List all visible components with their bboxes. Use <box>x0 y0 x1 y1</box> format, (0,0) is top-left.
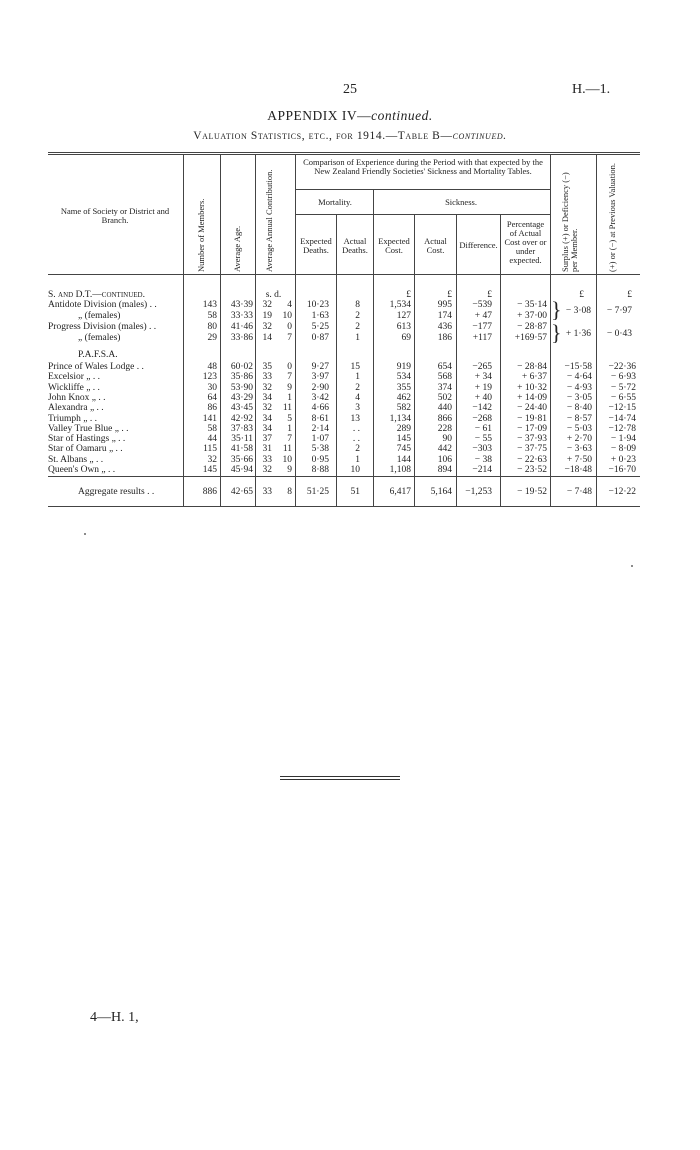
cell-act-deaths: . . <box>352 434 360 445</box>
cell-diff: −303 <box>472 444 492 455</box>
cell-act-deaths: 1 <box>355 333 360 343</box>
cell-d: 0 <box>287 362 292 372</box>
cell-pct: − 37·75 <box>517 444 547 455</box>
cell-exp-deaths: 8·88 <box>311 465 329 475</box>
cell-diff: −265 <box>472 362 492 372</box>
cell-s: 37 <box>262 434 272 445</box>
cell-s: 34 <box>262 423 272 434</box>
bracket-surplus-1: − 3·08 <box>565 306 591 316</box>
cell-d: 7 <box>287 434 292 445</box>
row-label: Antidote Division (males) . . <box>48 300 157 310</box>
cell-s: 32 <box>262 465 272 475</box>
cell-exp-cost: 462 <box>396 392 411 403</box>
cell-diff: − 55 <box>474 434 492 445</box>
cell-s: 34 <box>262 413 272 424</box>
cell-surplus: − 8·40 <box>566 403 592 414</box>
cell-previous: −22·36 <box>608 362 636 372</box>
cell-exp-cost: 582 <box>396 403 411 414</box>
cell-act-cost: 174 <box>437 311 452 321</box>
cell-exp-deaths: 5·38 <box>311 444 329 455</box>
subtitle-label: Valuation Statistics, etc., for 1914.—Table B— <box>193 130 453 142</box>
cell-surplus: − 3·05 <box>566 392 592 403</box>
cell-pct: + 10·32 <box>517 382 547 393</box>
cell-diff: −1,253 <box>465 487 492 497</box>
cell-pct: − 19·52 <box>517 487 547 497</box>
cell-members: 29 <box>207 333 217 343</box>
header-name: Name of Society or District and Branch. <box>60 206 170 225</box>
cell-s: 31 <box>262 444 272 455</box>
subtitle-continued: continued. <box>452 130 507 142</box>
cell-pct: + 37·00 <box>517 311 547 321</box>
header-comparison: Comparison of Experience during the Period with that expected by the New Zealand Friendly Societies' Sickness and Mortality Tables. <box>303 157 543 176</box>
cell-exp-cost: 144 <box>396 454 411 465</box>
subgroup-rule <box>295 214 550 215</box>
cell-d: 4 <box>287 300 292 310</box>
cell-surplus: −15·58 <box>564 362 592 372</box>
bracket-previous-1: − 7·97 <box>606 306 632 316</box>
cell-d: 7 <box>287 333 292 343</box>
cell-exp-cost: 145 <box>396 434 411 445</box>
row-label: Prince of Wales Lodge . . <box>48 362 144 372</box>
cell-exp-deaths: 0·95 <box>311 454 329 465</box>
header-expected-deaths: Expected Deaths. <box>300 236 332 255</box>
cell-d: 11 <box>282 444 292 455</box>
cell-members: 141 <box>202 413 217 424</box>
cell-act-cost: 442 <box>437 444 452 455</box>
bracket-previous-2: − 0·43 <box>606 329 632 339</box>
cell-age: 53·90 <box>230 382 253 393</box>
table-top-rule <box>48 152 640 153</box>
cell-previous: −14·74 <box>608 413 636 424</box>
footer-code: 4—H. 1, <box>90 1010 139 1025</box>
cell-diff: −142 <box>472 403 492 414</box>
cell-act-cost: 186 <box>437 333 452 343</box>
cell-age: 41·46 <box>230 322 253 332</box>
cell-previous: −12·22 <box>608 487 636 497</box>
cell-act-deaths: 13 <box>350 413 360 424</box>
cell-members: 123 <box>202 372 217 383</box>
cell-surplus: − 3·63 <box>566 444 592 455</box>
cell-act-cost: 5,164 <box>430 487 452 497</box>
cell-previous: − 6·55 <box>610 392 636 403</box>
appendix-label: APPENDIX IV— <box>267 108 372 123</box>
cell-previous: − 1·94 <box>610 434 636 445</box>
cell-pct: − 35·14 <box>517 300 547 310</box>
unit-surplus: £ <box>579 290 584 300</box>
unit-actual-cost: £ <box>447 290 452 300</box>
cell-surplus: − 4·64 <box>566 372 592 383</box>
cell-s: 32 <box>262 322 272 332</box>
cell-exp-cost: 6,417 <box>389 487 411 497</box>
cell-previous: + 0·23 <box>610 454 636 465</box>
cell-members: 48 <box>207 362 217 372</box>
cell-act-cost: 228 <box>437 423 452 434</box>
cell-pct: − 22·63 <box>517 454 547 465</box>
cell-pct: + 6·37 <box>521 372 547 383</box>
cell-d: 11 <box>282 403 292 414</box>
cell-pct: − 24·40 <box>517 403 547 414</box>
cell-act-cost: 106 <box>437 454 452 465</box>
cell-age: 33·33 <box>230 311 253 321</box>
cell-act-deaths: . . <box>352 423 360 434</box>
cell-exp-cost: 613 <box>396 322 411 332</box>
header-difference: Difference. <box>459 240 498 250</box>
cell-pct: − 28·84 <box>517 362 547 372</box>
cell-act-cost: 440 <box>437 403 452 414</box>
cell-pct: − 28·87 <box>517 322 547 332</box>
cell-s: 33 <box>262 454 272 465</box>
cell-exp-cost: 127 <box>396 311 411 321</box>
cell-members: 115 <box>203 444 217 455</box>
unit-contribution: s. d. <box>265 290 282 300</box>
cell-exp-deaths: 2·14 <box>311 423 329 434</box>
cell-d: 10 <box>282 454 292 465</box>
cell-members: 58 <box>207 311 217 321</box>
row-label: Alexandra „ . . <box>48 403 104 414</box>
cell-d: 7 <box>287 372 292 383</box>
cell-exp-cost: 534 <box>396 372 411 383</box>
cell-age: 35·11 <box>231 434 253 445</box>
page-number: 25 <box>343 82 357 97</box>
row-label: St. Albans „ . . <box>48 454 104 465</box>
cell-previous: − 8·09 <box>610 444 636 455</box>
cell-surplus: − 7·48 <box>566 487 592 497</box>
table-subtitle <box>0 130 700 142</box>
cell-act-deaths: 2 <box>355 322 360 332</box>
valuation-table <box>48 152 640 512</box>
cell-members: 145 <box>202 465 217 475</box>
cell-exp-deaths: 9·27 <box>311 362 329 372</box>
cell-previous: −12·78 <box>608 423 636 434</box>
cell-exp-cost: 1,134 <box>389 413 411 424</box>
cell-act-cost: 654 <box>437 362 452 372</box>
cell-age: 41·58 <box>230 444 253 455</box>
cell-act-cost: 90 <box>442 434 452 445</box>
cell-exp-cost: 1,108 <box>389 465 411 475</box>
cell-pct: − 17·09 <box>517 423 547 434</box>
cell-exp-deaths: 51·25 <box>306 487 329 497</box>
cell-members: 58 <box>207 423 217 434</box>
cell-diff: −539 <box>472 300 492 310</box>
appendix-title <box>0 108 700 124</box>
cell-age: 43·39 <box>230 300 253 310</box>
cell-members: 86 <box>207 403 217 414</box>
cell-pct: − 19·81 <box>517 413 547 424</box>
document-reference: H.—1. <box>572 82 611 97</box>
cell-pct: +169·57 <box>514 333 547 343</box>
cell-exp-cost: 1,534 <box>389 300 411 310</box>
section-title-pafsa: P.A.F.S.A. <box>78 350 118 360</box>
cell-surplus: − 8·57 <box>566 413 592 424</box>
header-sickness: Sickness. <box>445 197 477 207</box>
cell-act-deaths: 8 <box>355 300 360 310</box>
bracket-2: } <box>551 320 562 345</box>
header-percentage: Percentage of Actual Cost over or under expected. <box>504 219 547 265</box>
aggregate-label: Aggregate results . . <box>78 487 155 497</box>
cell-exp-deaths: 3·97 <box>311 372 329 383</box>
cell-d: 10 <box>282 311 292 321</box>
cell-exp-deaths: 5·25 <box>311 322 329 332</box>
cell-members: 30 <box>207 382 217 393</box>
header-previous: (+) or (−) at Previous Valuation. <box>607 162 617 272</box>
row-label: Excelsior „ . . <box>48 372 100 383</box>
closing-rule <box>280 776 400 780</box>
cell-d: 0 <box>287 322 292 332</box>
section-title-sdt: S. and D.T.—continued. <box>48 290 145 300</box>
cell-exp-deaths: 2·90 <box>311 382 329 393</box>
cell-previous: −16·70 <box>608 465 636 475</box>
comparison-rule <box>295 189 550 190</box>
unit-expected-cost: £ <box>406 290 411 300</box>
cell-act-deaths: 10 <box>350 465 360 475</box>
cell-s: 33 <box>262 487 272 497</box>
cell-previous: − 5·72 <box>610 382 636 393</box>
cell-s: 32 <box>262 382 272 393</box>
cell-age: 60·02 <box>230 362 253 372</box>
bracket-1: } <box>551 297 562 322</box>
cell-age: 35·86 <box>230 372 253 383</box>
cell-surplus: − 5·03 <box>566 423 592 434</box>
cell-surplus: −18·48 <box>564 465 592 475</box>
cell-members: 143 <box>202 300 217 310</box>
cell-act-deaths: 4 <box>355 392 360 403</box>
cell-diff: − 61 <box>474 423 492 434</box>
cell-exp-deaths: 1·07 <box>311 434 329 445</box>
appendix-continued: continued. <box>371 108 433 123</box>
row-label: „ (females) <box>78 311 121 321</box>
cell-age: 42·65 <box>230 487 253 497</box>
cell-pct: − 23·52 <box>517 465 547 475</box>
cell-act-cost: 568 <box>437 372 452 383</box>
cell-surplus: − 4·93 <box>566 382 592 393</box>
cell-act-deaths: 1 <box>355 372 360 383</box>
cell-act-deaths: 2 <box>355 444 360 455</box>
header-mortality: Mortality. <box>318 197 352 207</box>
cell-act-cost: 436 <box>437 322 452 332</box>
cell-age: 43·45 <box>230 403 253 414</box>
cell-s: 32 <box>262 300 272 310</box>
table-bottom-rule <box>48 506 640 507</box>
cell-pct: − 37·93 <box>517 434 547 445</box>
unit-previous: £ <box>627 290 632 300</box>
cell-age: 45·94 <box>230 465 253 475</box>
cell-diff: −214 <box>472 465 492 475</box>
cell-exp-cost: 289 <box>396 423 411 434</box>
cell-exp-cost: 355 <box>396 382 411 393</box>
cell-pct: + 14·09 <box>517 392 547 403</box>
cell-s: 32 <box>262 403 272 414</box>
cell-act-deaths: 3 <box>355 403 360 414</box>
cell-d: 8 <box>287 487 292 497</box>
header-actual-cost: Actual Cost. <box>424 236 447 255</box>
speck-1 <box>84 533 86 535</box>
row-label: „ (females) <box>78 333 121 343</box>
cell-members: 32 <box>207 454 217 465</box>
cell-previous: − 6·93 <box>610 372 636 383</box>
cell-act-cost: 866 <box>437 413 452 424</box>
cell-act-deaths: 51 <box>350 487 360 497</box>
cell-diff: + 19 <box>474 382 492 393</box>
aggregate-top-rule <box>48 476 640 477</box>
cell-members: 80 <box>207 322 217 332</box>
row-label: Queen's Own „ . . <box>48 465 116 475</box>
header-actual-deaths: Actual Deaths. <box>342 236 368 255</box>
cell-diff: + 47 <box>474 311 492 321</box>
cell-d: 5 <box>287 413 292 424</box>
cell-d: 9 <box>287 465 292 475</box>
cell-exp-cost: 745 <box>396 444 411 455</box>
cell-surplus: + 2·70 <box>566 434 592 445</box>
cell-s: 19 <box>262 311 272 321</box>
row-label: Star of Oamaru „ . . <box>48 444 123 455</box>
cell-act-cost: 374 <box>437 382 452 393</box>
cell-age: 33·86 <box>230 333 253 343</box>
cell-diff: − 38 <box>474 454 492 465</box>
header-expected-cost: Expected Cost. <box>378 236 410 255</box>
row-label: Wickliffe „ . . <box>48 382 100 393</box>
cell-surplus: + 7·50 <box>566 454 592 465</box>
cell-act-deaths: 15 <box>350 362 360 372</box>
unit-difference: £ <box>487 290 492 300</box>
cell-d: 9 <box>287 382 292 393</box>
header-bottom-rule <box>48 274 640 275</box>
cell-exp-deaths: 3·42 <box>311 392 329 403</box>
row-label: Star of Hastings „ . . <box>48 434 126 445</box>
cell-members: 44 <box>207 434 217 445</box>
row-label: Triumph „ . . <box>48 413 98 424</box>
cell-s: 34 <box>262 392 272 403</box>
row-label: Valley True Blue „ . . <box>48 423 129 434</box>
header-contribution: Average Annual Contribution. <box>264 169 274 272</box>
cell-age: 42·92 <box>230 413 253 424</box>
cell-s: 14 <box>262 333 272 343</box>
cell-act-deaths: 2 <box>355 311 360 321</box>
cell-age: 43·29 <box>230 392 253 403</box>
cell-d: 1 <box>287 423 292 434</box>
cell-age: 35·66 <box>230 454 253 465</box>
cell-s: 33 <box>262 372 272 383</box>
cell-diff: + 40 <box>474 392 492 403</box>
cell-s: 35 <box>262 362 272 372</box>
bracket-surplus-2: + 1·36 <box>565 329 591 339</box>
table-top-rule-2 <box>48 154 640 155</box>
cell-exp-cost: 919 <box>396 362 411 372</box>
cell-act-deaths: 1 <box>355 454 360 465</box>
speck-2 <box>631 565 633 567</box>
cell-exp-deaths: 1·63 <box>311 311 329 321</box>
cell-act-cost: 995 <box>437 300 452 310</box>
cell-exp-deaths: 0·87 <box>311 333 329 343</box>
cell-exp-deaths: 10·23 <box>306 300 329 310</box>
header-members: Number of Members. <box>196 198 206 272</box>
cell-diff: −177 <box>472 322 492 332</box>
cell-diff: −268 <box>472 413 492 424</box>
row-label: Progress Division (males) . . <box>48 322 157 332</box>
cell-act-cost: 894 <box>437 465 452 475</box>
cell-exp-cost: 69 <box>401 333 411 343</box>
cell-act-cost: 502 <box>437 392 452 403</box>
row-label: John Knox „ . . <box>48 392 106 403</box>
cell-members: 64 <box>207 392 217 403</box>
cell-members: 886 <box>202 487 217 497</box>
cell-diff: +117 <box>472 333 492 343</box>
cell-exp-deaths: 8·61 <box>311 413 329 424</box>
cell-diff: + 34 <box>474 372 492 383</box>
cell-act-deaths: 2 <box>355 382 360 393</box>
cell-previous: −12·15 <box>608 403 636 414</box>
header-surplus: Surplus (+) or Deficiency (−) per Member. <box>560 172 579 272</box>
cell-age: 37·83 <box>230 423 253 434</box>
header-age: Average Age. <box>232 225 242 272</box>
cell-exp-deaths: 4·66 <box>311 403 329 414</box>
cell-d: 1 <box>287 392 292 403</box>
